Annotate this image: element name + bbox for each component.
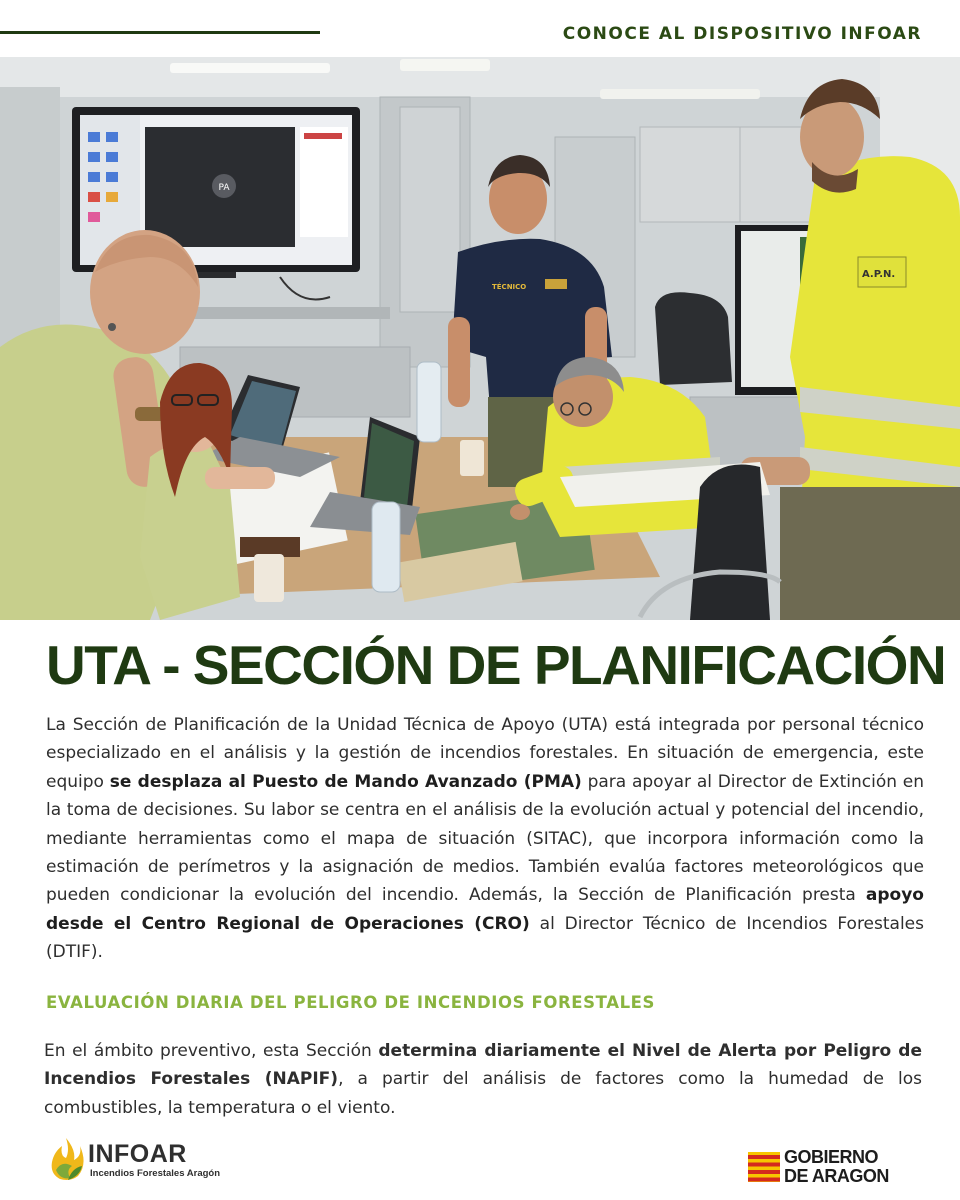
intro-text-2: para apoyar al Director de Extinción en la toma de decisiones. Su labor se centra en el análisis de la evolución actual y potencial del incendio, mediante herramientas como el mapa de situación (SITAC), que incorpora información como la estimación de perímetros y la asignación de medios. También evalúa factores meteorológicos que pueden condicionar la evolución del incendio. Además, la Sección de Planificación presta: [46, 771, 925, 906]
prevention-paragraph: [44, 1037, 922, 1122]
intro-text-3: al Director Técnico de Incendios Forestales (DTIF).: [46, 913, 924, 963]
ceiling-light-3: [600, 89, 760, 99]
participant-initials: PA: [218, 183, 230, 193]
flame-icon: [48, 1136, 84, 1182]
intro-bold-pma: se desplaza al Puesto de Mando Avanzado (PMA): [109, 771, 582, 792]
coffee-cup: [254, 554, 284, 602]
backpack: [655, 292, 732, 385]
team-photo: [0, 57, 960, 620]
screen-logo-bar: [304, 133, 342, 139]
intro-bold-cro: apoyo desde el Centro Regional de Operaciones (CRO): [46, 885, 924, 934]
infoar-name: INFOAR: [88, 1140, 187, 1168]
prevention-bold-napif: determina diariamente el Nivel de Alerta por Peligro de Incendios Forestales (NAPIF): [44, 1041, 922, 1090]
screen-stand: [196, 272, 236, 278]
header-rule: [0, 31, 320, 34]
team-photo-illustration: [0, 57, 960, 620]
upper-cabinet: [640, 127, 740, 222]
intro-text-1: La Sección de Planificación de la Unidad Técnica de Apoyo (UTA) está integrada por personal técnico especializado en el análisis y la gestión de incendios forestales. En situación de emergencia, este equipo: [46, 715, 924, 792]
section-kicker: CONOCE AL DISPOSITIVO INFOAR: [562, 24, 922, 44]
shirt-label: TÉCNICO: [492, 283, 527, 291]
infoar-logo: [48, 1136, 221, 1184]
cabinet-door: [400, 107, 460, 312]
aragon-line: DE ARAGON: [784, 1166, 889, 1186]
intro-paragraph: [46, 711, 924, 967]
chair: [690, 465, 770, 621]
gobierno-line: GOBIERNO: [784, 1147, 879, 1167]
gobierno-aragon-logo: [748, 1148, 918, 1188]
prevention-text-2: , a partir del análisis de factores como la humedad de los combustibles, la temperatura o el viento.: [44, 1069, 922, 1118]
water-bottle-1: [372, 502, 400, 592]
aragon-flag-icon: [748, 1152, 780, 1182]
prevention-text-1: En el ámbito preventivo, esta Sección: [44, 1041, 379, 1061]
water-bottle-2: [417, 362, 441, 442]
ceiling-light-2: [400, 59, 490, 71]
ceiling-light: [170, 63, 330, 73]
gobierno-aragon-name: [784, 1148, 889, 1186]
infoar-tagline: Incendios Forestales Aragón: [90, 1168, 221, 1179]
screen-chat-panel: [300, 127, 348, 237]
vest-label: A.P.N.: [862, 269, 896, 280]
coffee-cup-2: [460, 440, 484, 476]
shelf: [190, 307, 390, 319]
page-title: UTA - SECCIÓN DE PLANIFICACIÓN: [46, 634, 946, 696]
section-subheading: EVALUACIÓN DIARIA DEL PELIGRO DE INCENDIOS FORESTALES: [46, 993, 656, 1012]
